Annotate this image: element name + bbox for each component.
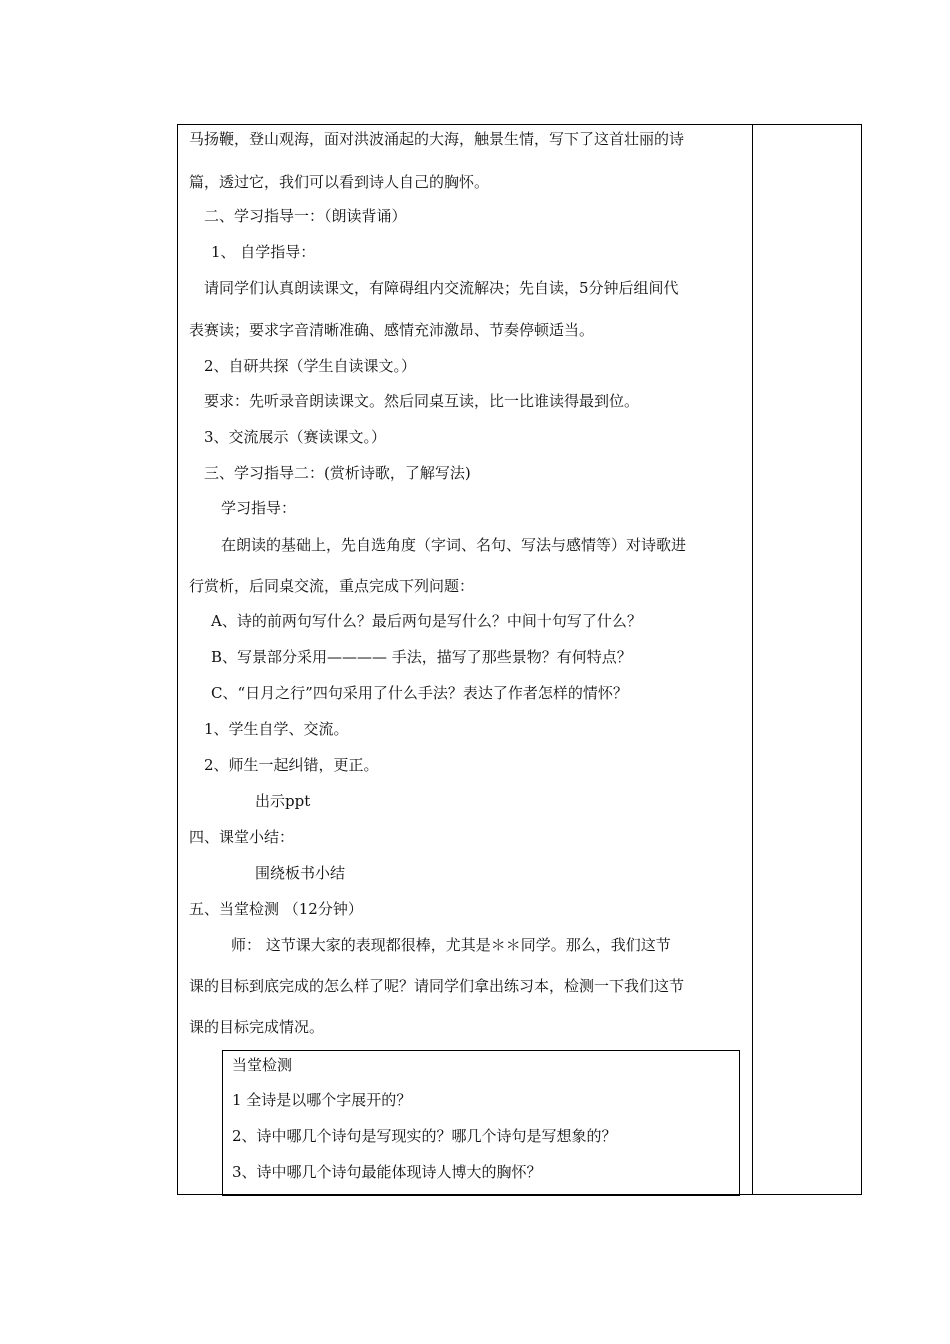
section-heading: 三、学习指导二：(赏析诗歌，了解写法) xyxy=(204,464,471,482)
section-heading: 二、学习指导一：（朗读背诵） xyxy=(204,207,407,225)
section-heading: 五、当堂检测 （12分钟） xyxy=(189,900,363,918)
text-line: 1、学生自学、交流。 xyxy=(204,720,349,738)
quiz-title: 当堂检测 xyxy=(232,1056,293,1074)
quiz-box xyxy=(222,1050,740,1196)
quiz-question: 1 全诗是以哪个字展开的？ xyxy=(232,1091,412,1109)
text-line: 表赛读；要求字音清晰准确、感情充沛激昂、节奏停顿适当。 xyxy=(189,321,595,339)
text-line: 马扬鞭，登山观海，面对洪波涌起的大海，触景生情，写下了这首壮丽的诗 xyxy=(189,130,685,148)
text-line: 学习指导： xyxy=(221,499,297,517)
lesson-table xyxy=(177,124,862,1195)
text-line: 出示ppt xyxy=(255,792,311,810)
question-line: C、“日月之行”四句采用了什么手法？表达了作者怎样的情怀？ xyxy=(211,684,628,702)
text-line: 3、交流展示（赛读课文。） xyxy=(204,428,387,446)
text-line: 2、师生一起纠错，更正。 xyxy=(204,756,379,774)
section-heading: 四、课堂小结： xyxy=(189,828,295,846)
text-line: 请同学们认真朗读课文，有障碍组内交流解决；先自读，5分钟后组间代 xyxy=(204,279,679,297)
text-line: 在朗读的基础上，先自选角度（字词、名句、写法与感情等）对诗歌进 xyxy=(221,536,687,554)
text-line: 课的目标完成情况。 xyxy=(189,1018,325,1036)
text-line: 要求：先听录音朗读课文。然后同桌互读，比一比谁读得最到位。 xyxy=(204,392,640,410)
text-line: 篇，透过它，我们可以看到诗人自己的胸怀。 xyxy=(189,173,490,191)
text-line: 2、自研共探（学生自读课文。） xyxy=(204,357,417,375)
text-line: 课的目标到底完成的怎么样了呢？请同学们拿出练习本，检测一下我们这节 xyxy=(189,977,685,995)
text-line: 1、 自学指导： xyxy=(211,243,316,261)
text-line: 行赏析，后同桌交流，重点完成下列问题： xyxy=(189,577,475,595)
text-line: 围绕板书小结 xyxy=(255,864,346,882)
quiz-question: 3、诗中哪几个诗句最能体现诗人博大的胸怀？ xyxy=(232,1163,542,1181)
column-divider xyxy=(752,125,753,1194)
text-line: 师： 这节课大家的表现都很棒，尤其是＊＊同学。那么，我们这节 xyxy=(231,936,671,954)
quiz-question: 2、诗中哪几个诗句是写现实的？哪几个诗句是写想象的？ xyxy=(232,1127,617,1145)
question-line: B、写景部分采用———— 手法，描写了那些景物？有何特点？ xyxy=(211,648,632,666)
question-line: A、诗的前两句写什么？最后两句是写什么？中间十句写了什么？ xyxy=(211,612,642,630)
